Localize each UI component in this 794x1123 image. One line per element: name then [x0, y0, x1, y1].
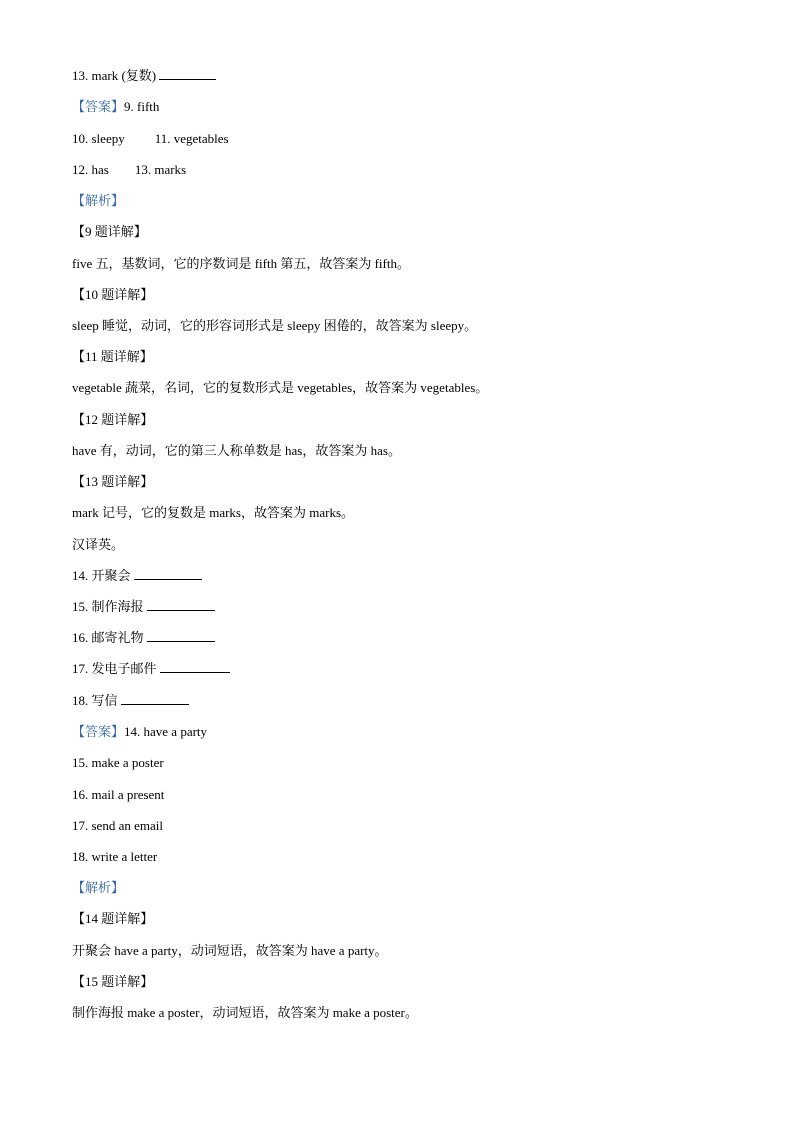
answer-blank	[121, 692, 189, 705]
answer-13: 13. marks	[134, 162, 187, 177]
answer-line-12-13	[72, 161, 186, 179]
answer-9: 9. fifth	[124, 99, 160, 114]
answer-blank	[159, 67, 216, 80]
answer-blank	[147, 629, 215, 642]
answer-10: 10. sleepy	[72, 131, 125, 146]
detail-heading: 【12 题详解】	[72, 412, 154, 427]
analysis-heading	[72, 879, 124, 897]
detail-heading: 【10 题详解】	[72, 287, 154, 302]
detail-heading: 【15 题详解】	[72, 974, 154, 989]
detail-heading: 【11 题详解】	[72, 349, 153, 364]
question-text: 15. 制作海报	[72, 599, 144, 614]
answer-blank	[160, 660, 230, 673]
answer-18: 18. write a letter	[72, 849, 158, 864]
question-13	[72, 67, 216, 85]
answer-11: 11. vegetables	[154, 131, 229, 146]
detail-text: 制作海报 make a poster，动词短语，故答案为 make a poster。	[72, 1005, 418, 1020]
detail-text: 开聚会 have a party，动词短语，故答案为 have a party。	[72, 943, 388, 958]
detail-heading: 【13 题详解】	[72, 474, 154, 489]
detail-text: vegetable 蔬菜，名词，它的复数形式是 vegetables，故答案为 vegetables。	[72, 380, 489, 395]
question-15	[72, 598, 215, 616]
analysis-tag: 【解析】	[72, 880, 125, 895]
detail-text: sleep 睡觉，动词，它的形容词形式是 sleepy 困倦的，故答案为 sleepy。	[72, 318, 478, 333]
answer-tag: 【答案】	[72, 724, 125, 739]
question-text: 17. 发电子邮件	[72, 661, 157, 676]
answer-line-10-11	[72, 130, 229, 148]
answer-tag: 【答案】	[72, 99, 125, 114]
answer-17: 17. send an email	[72, 818, 163, 833]
detail-text: mark 记号，它的复数是 marks，故答案为 marks。	[72, 505, 355, 520]
answer-15: 15. make a poster	[72, 755, 164, 770]
detail-text: five 五，基数词，它的序数词是 fifth 第五，故答案为 fifth。	[72, 256, 410, 271]
answer-16: 16. mail a present	[72, 787, 165, 802]
question-17	[72, 660, 230, 678]
analysis-heading	[72, 192, 124, 210]
answer-blank	[147, 598, 215, 611]
question-18	[72, 692, 189, 710]
section-title: 汉译英。	[72, 537, 125, 552]
question-16	[72, 629, 215, 647]
question-text: 14. 开聚会	[72, 568, 131, 583]
question-text: 16. 邮寄礼物	[72, 630, 144, 645]
detail-heading: 【14 题详解】	[72, 911, 154, 926]
answer-line-9	[72, 98, 159, 116]
question-14	[72, 567, 202, 585]
answer-line-14	[72, 723, 207, 741]
answer-blank	[134, 567, 202, 580]
detail-heading: 【9 题详解】	[72, 224, 147, 239]
question-text: 18. 写信	[72, 693, 118, 708]
question-13-text: 13. mark (复数)	[72, 68, 157, 83]
analysis-tag: 【解析】	[72, 193, 125, 208]
answer-14: 14. have a party	[124, 724, 208, 739]
answer-12: 12. has	[72, 162, 109, 177]
detail-text: have 有，动词，它的第三人称单数是 has，故答案为 has。	[72, 443, 401, 458]
